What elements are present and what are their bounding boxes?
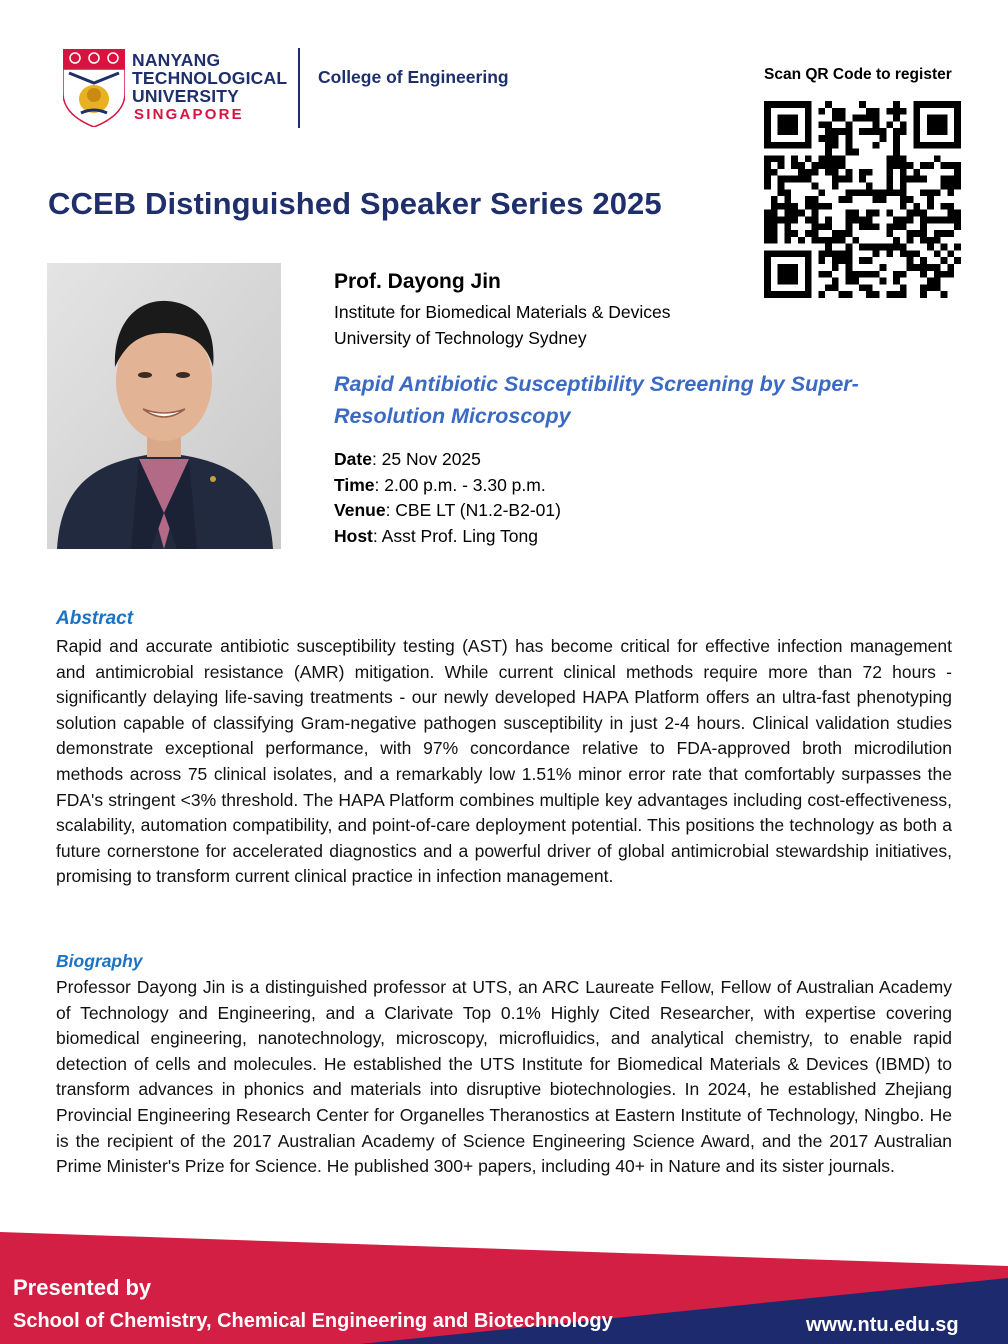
host-label: Host (334, 526, 373, 546)
talk-title: Rapid Antibiotic Susceptibility Screening by Super-Resolution Microscopy (334, 372, 859, 428)
event-time (334, 475, 546, 496)
ntu-name-line: UNIVERSITY (132, 86, 240, 106)
event-date (334, 449, 481, 470)
date-value: : 25 Nov 2025 (371, 449, 481, 469)
presented-by-label: Presented by (13, 1275, 152, 1300)
header-divider (298, 48, 300, 128)
biography-text: Professor Dayong Jin is a distinguished professor at UTS, an ARC Laureate Fellow, Fellow of Australian Academy of Technology and Engineering, and a Clarivate Top 0.1% Highly Cited Researcher, with expertise covering biomedical engineering, nanotechnology, microscopy, microfluidics, and analytical chemistry, to enable rapid detection of cells and molecules. He established the UTS Institute for Biomedical Materials & Devices (IBMD) to transform advances in phonics and materials into disruptive biotechnologies. In 2024, he established Zhejiang Provincial Engineering Research Center for Organelles Theranostics at Eastern Institute of Technology, Ningbo. He is the recipient of the 2017 Australian Academy of Science Engineering Science Award, and the 2017 Australian Prime Minister's Prize for Science. He published 300+ papers, including 40+ in Nature and its sister journals. (56, 977, 952, 1177)
qr-code-icon[interactable] (764, 101, 961, 298)
venue-label: Venue (334, 500, 386, 520)
ntu-name-line: TECHNOLOGICAL (132, 68, 288, 88)
speaker-portrait (47, 263, 281, 549)
date-label: Date (334, 449, 372, 469)
biography-heading: Biography (56, 951, 143, 971)
speaker-affiliation: University of Technology Sydney (334, 328, 587, 348)
abstract-heading: Abstract (56, 608, 134, 629)
ntu-crest-icon (63, 49, 125, 127)
event-host (334, 526, 538, 547)
college-name: College of Engineering (318, 67, 509, 87)
venue-value: : CBE LT (N1.2-B2-01) (385, 500, 561, 520)
ntu-name-line: NANYANG (132, 50, 221, 70)
speaker-affiliation: Institute for Biomedical Materials & Devices (334, 302, 671, 322)
website-link[interactable]: www.ntu.edu.sg (806, 1314, 959, 1336)
series-title: CCEB Distinguished Speaker Series 2025 (48, 186, 662, 221)
time-value: : 2.00 p.m. - 3.30 p.m. (374, 475, 546, 495)
speaker-name: Prof. Dayong Jin (334, 270, 501, 293)
host-value: : Asst Prof. Ling Tong (372, 526, 538, 546)
school-name: School of Chemistry, Chemical Engineering and Biotechnology (13, 1310, 613, 1332)
abstract-text: Rapid and accurate antibiotic susceptibility testing (AST) has become critical for effective infection management and antimicrobial resistance (AMR) mitigation. While current clinical methods require more than 72 hours - significantly delaying life-saving treatments - our newly developed HAPA Platform offers an ultra-fast phenotyping solution capable of classifying Gram-negative pathogen susceptibility in just 2-4 hours. Clinical validation studies demonstrate exceptional performance, with 97% concordance relative to FDA-approved broth microdilution methods across 75 clinical isolates, and a remarkably low 1.51% minor error rate that comfortably surpasses the FDA's stringent <3% threshold. The HAPA Platform combines multiple key advantages including cost-effectiveness, scalability, automation compatibility, and point-of-care deployment potential. This positions the technology as both a future cornerstone for accelerated diagnostics and a powerful driver of global antimicrobial stewardship initiatives, promising to transform current clinical practice in infection management. (56, 636, 952, 887)
qr-caption: Scan QR Code to register (764, 66, 952, 83)
time-label: Time (334, 475, 375, 495)
event-venue (334, 500, 561, 521)
ntu-name-singapore: SINGAPORE (134, 106, 244, 123)
